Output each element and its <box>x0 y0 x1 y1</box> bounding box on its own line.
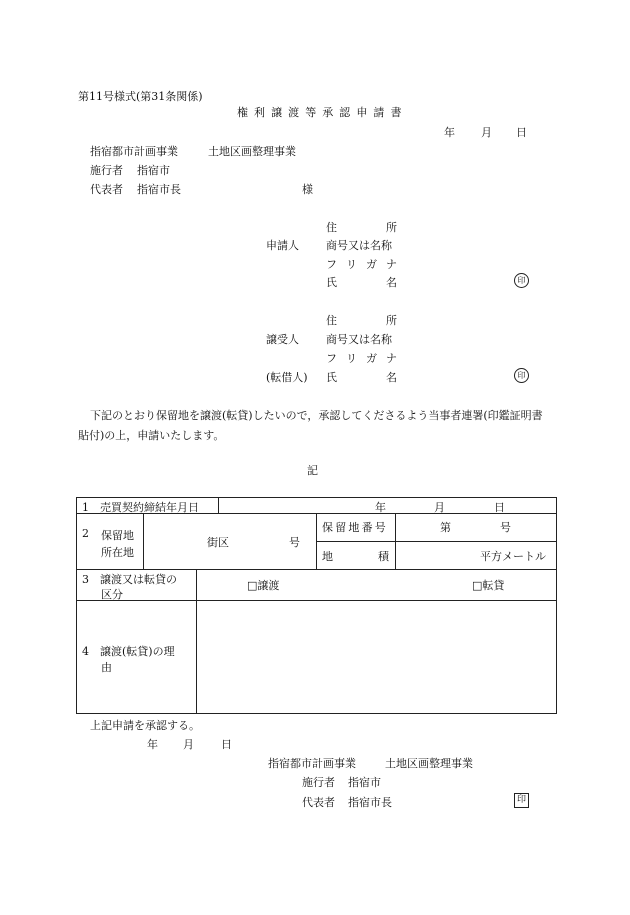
applicant-name-label-b: 名 <box>386 276 397 289</box>
transferee-address-label-b: 所 <box>386 314 397 327</box>
form-number: 第11号様式(第31条関係) <box>78 90 203 103</box>
transferee-address-label-a: 住 <box>326 314 337 327</box>
ki-heading: 記 <box>307 464 318 477</box>
row2-lot-dai: 第 <box>440 521 451 534</box>
addressee-project-type: 土地区画整理事業 <box>208 145 296 158</box>
page-title: 権利譲渡等承認申請書 <box>237 106 408 119</box>
transferee-role: 譲受人 <box>266 333 299 346</box>
transfer-checkbox[interactable]: □譲渡 <box>247 579 280 592</box>
row4-label-2: 由 <box>101 661 112 674</box>
transferee-role-sublessee: (転借人) <box>266 371 308 384</box>
applicant-name-label-a: 氏 <box>326 276 337 289</box>
row2-label-2: 所在地 <box>101 546 134 559</box>
row3-label-1: 3 譲渡又は転貸の <box>82 573 177 586</box>
row2-area-unit: 平方メートル <box>480 550 546 563</box>
applicant-trade-label: 商号又は名称 <box>326 239 392 252</box>
transferee-name-label-b: 名 <box>386 371 397 384</box>
row2-label-1: 保留地 <box>101 529 134 542</box>
approval-text: 上記申請を承認する。 <box>90 719 200 732</box>
approval-rep: 指宿市長 <box>348 796 392 809</box>
transferee-seal-icon: 印 <box>514 368 529 383</box>
applicant-furigana-label: フ リ ガ ナ <box>326 258 400 271</box>
row1-month: 月 <box>434 501 445 514</box>
approval-executor-label: 施行者 <box>302 776 335 789</box>
addressee-executor: 指宿市 <box>137 164 170 177</box>
addressee-rep: 指宿市長 <box>137 183 181 196</box>
approval-month: 月 <box>183 738 194 751</box>
approval-year: 年 <box>147 738 158 751</box>
approval-project-type: 土地区画整理事業 <box>385 757 473 770</box>
row2-area-label-a: 地 <box>322 550 333 563</box>
approval-project-name: 指宿都市計画事業 <box>268 757 356 770</box>
addressee-executor-label: 施行者 <box>90 164 123 177</box>
addressee-rep-label: 代表者 <box>90 183 123 196</box>
approval-day: 日 <box>221 738 232 751</box>
addressee-project-name: 指宿都市計画事業 <box>90 145 178 158</box>
row1-year: 年 <box>375 501 386 514</box>
transferee-furigana-label: フ リ ガ ナ <box>326 352 400 365</box>
row2-area-label-b: 積 <box>378 550 389 563</box>
date-month: 月 <box>481 126 492 139</box>
date-year: 年 <box>444 126 455 139</box>
approval-executor: 指宿市 <box>348 776 381 789</box>
row3-label-2: 区分 <box>101 588 123 601</box>
date-day: 日 <box>516 126 527 139</box>
applicant-seal-icon: 印 <box>514 273 529 288</box>
row2-number: 2 <box>82 527 89 540</box>
approval-rep-label: 代表者 <box>302 796 335 809</box>
transferee-name-label-a: 氏 <box>326 371 337 384</box>
row2-lot-go: 号 <box>500 521 511 534</box>
row4-label-1: 4 譲渡(転貸)の理 <box>82 645 175 658</box>
applicant-address-label-b: 所 <box>386 221 397 234</box>
row2-block: 街区 <box>207 536 229 549</box>
row2-lot-label: 保留地番号 <box>322 521 388 534</box>
row1-day: 日 <box>494 501 505 514</box>
request-text: 下記のとおり保留地を譲渡(転貸)したいので，承認してくださるよう当事者連署(印鑑証明書貼付)の上，申請いたします。 <box>78 409 543 442</box>
approval-seal-icon: 印 <box>514 793 529 808</box>
addressee-honorific: 様 <box>302 183 313 196</box>
applicant-role: 申請人 <box>266 239 299 252</box>
row1-label: 1 売買契約締結年月日 <box>82 501 199 514</box>
row2-number-suffix: 号 <box>289 536 300 549</box>
transferee-trade-label: 商号又は名称 <box>326 333 392 346</box>
applicant-address-label-a: 住 <box>326 221 337 234</box>
sublease-checkbox[interactable]: □転貸 <box>472 579 505 592</box>
